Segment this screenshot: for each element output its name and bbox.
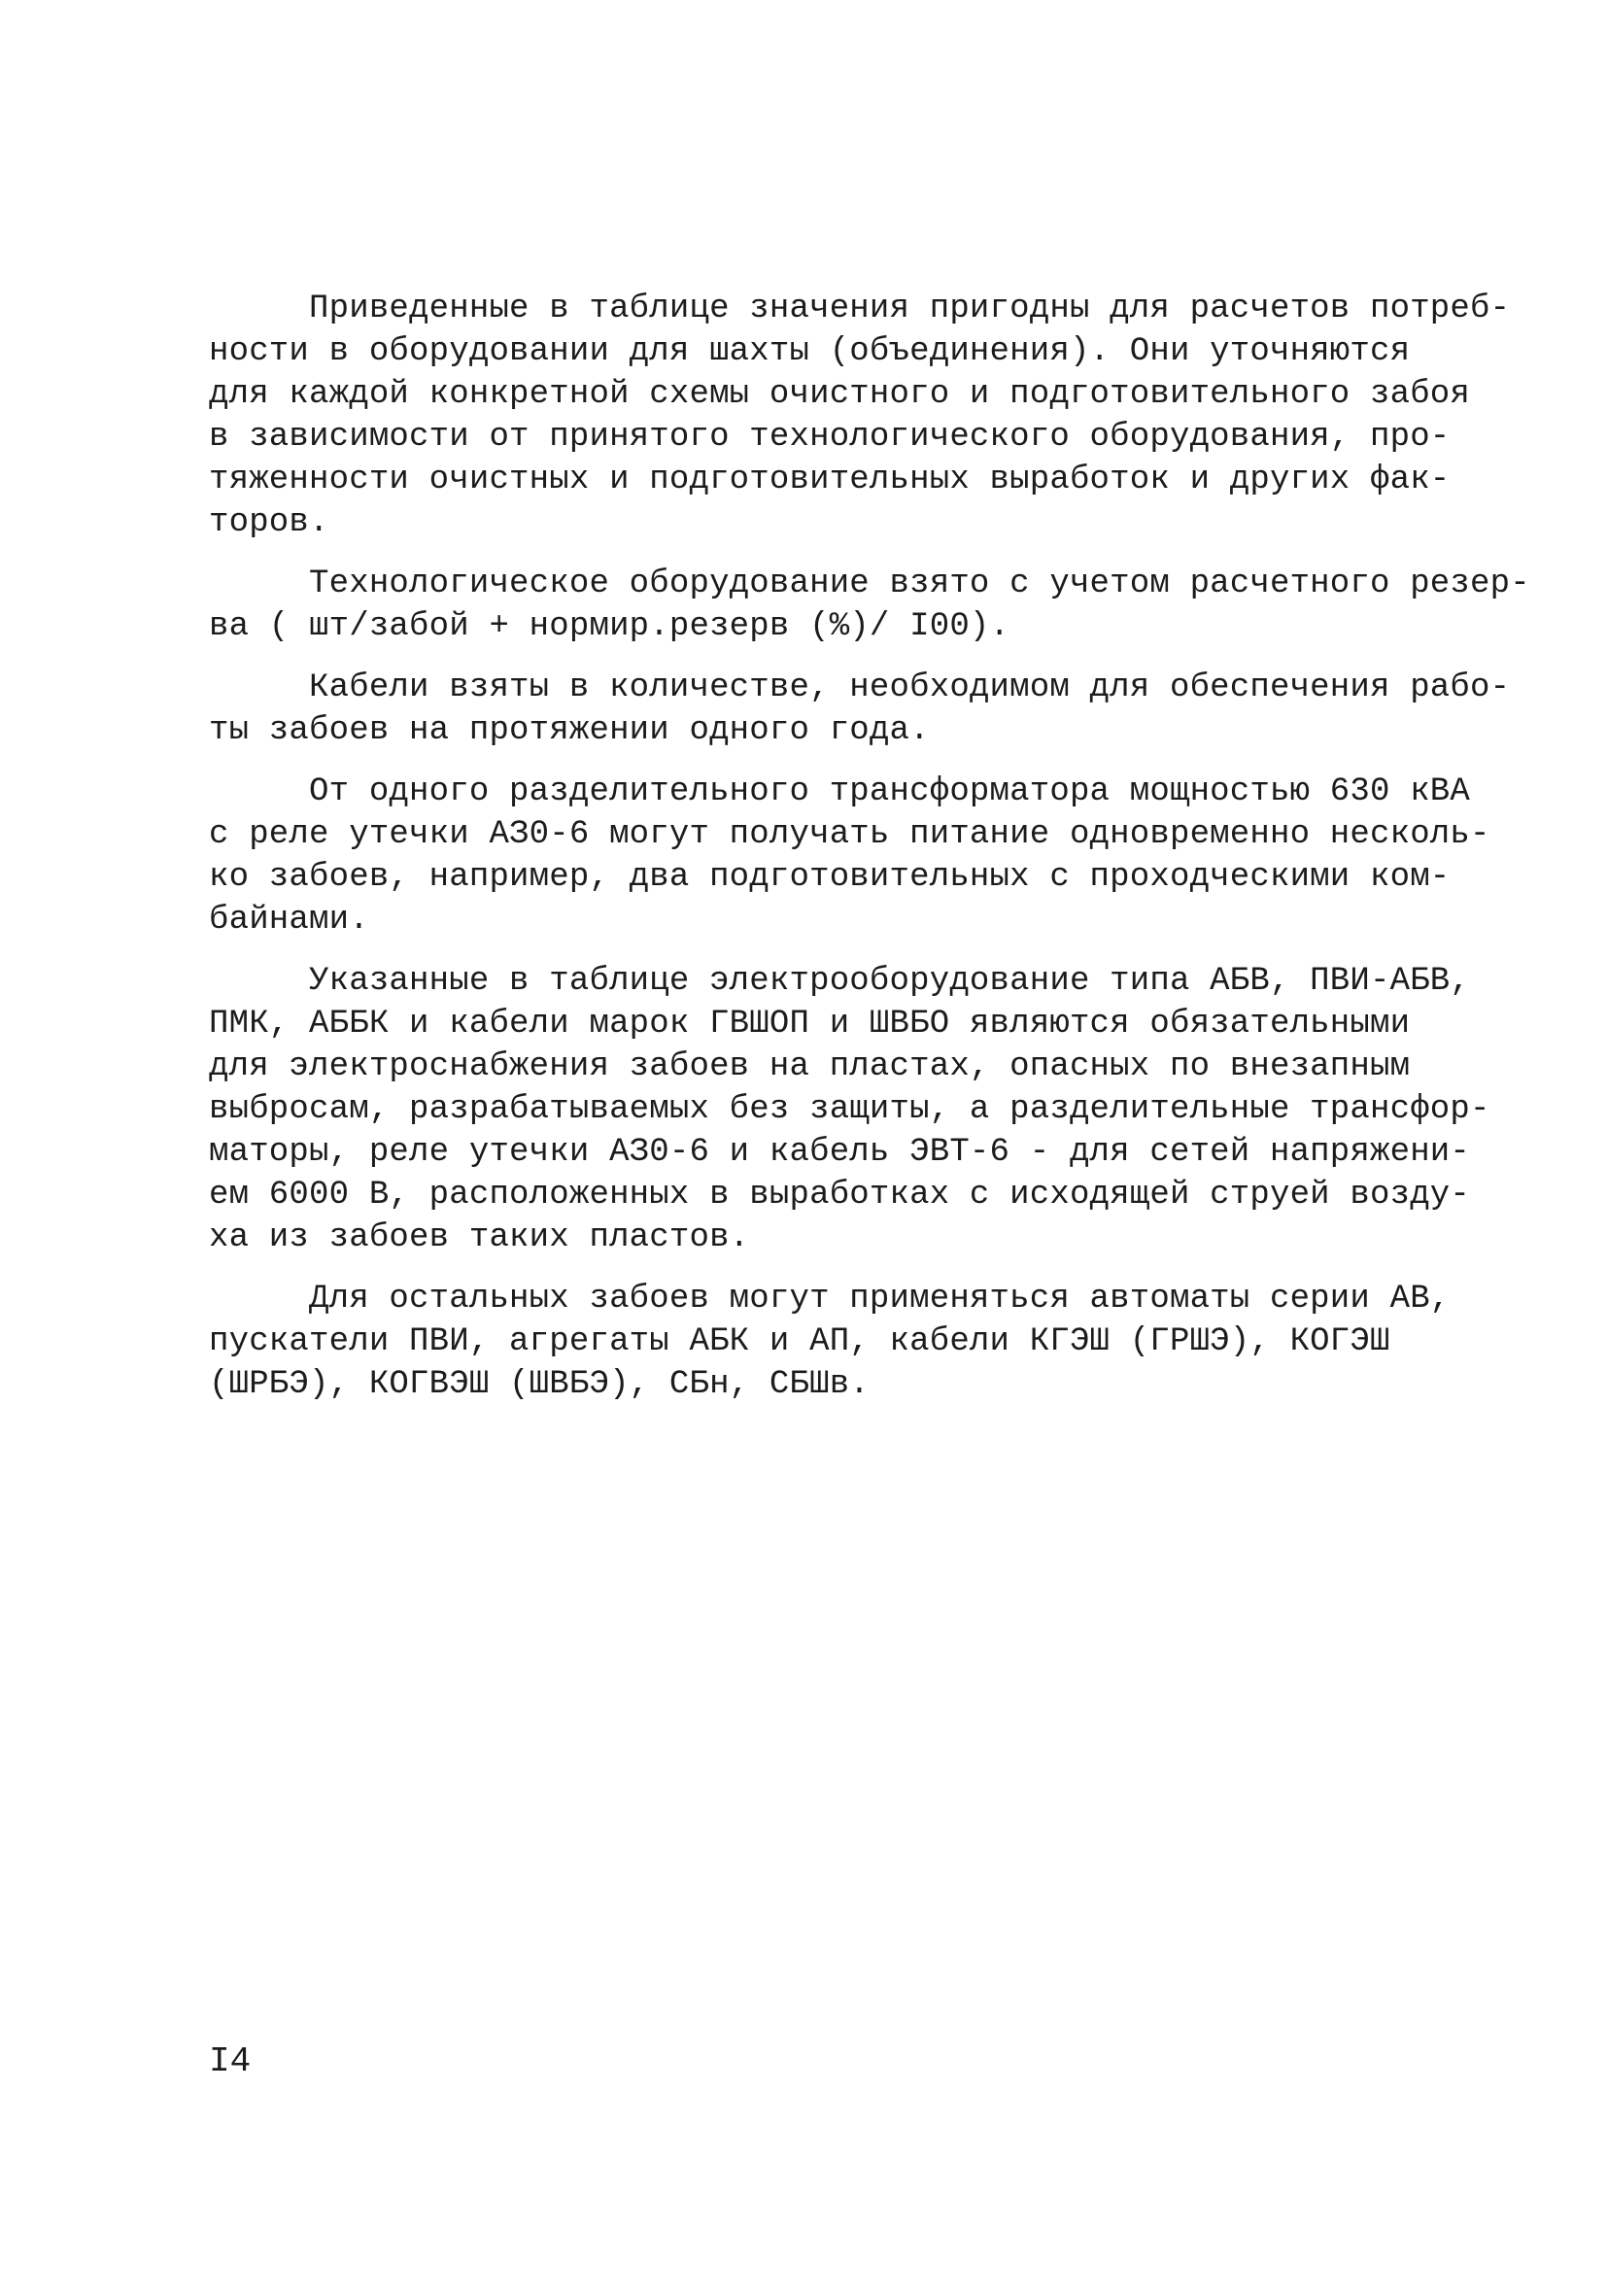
text-line: ко забоев, например, два подготовительных с проходческими ком- [209, 859, 1451, 896]
text-line: в зависимости от принятого технологического оборудования, про- [209, 419, 1451, 456]
text-line: торов. [209, 504, 329, 541]
text-line: Для остальных забоев могут применяться автоматы серии АВ, [209, 1281, 1451, 1318]
page-number: I4 [209, 2041, 252, 2081]
text-line: ПМК, АББК и кабели марок ГВШОП и ШВБО являются обязательными [209, 1006, 1411, 1043]
text-line: От одного разделительного трансформатора мощностью 630 кВА [209, 773, 1471, 810]
text-line: ха из забоев таких пластов. [209, 1219, 750, 1256]
text-line: Приведенные в таблице значения пригодны для расчетов потреб- [209, 291, 1511, 327]
text-line: ности в оборудовании для шахты (объединения). Они уточняются [209, 333, 1411, 370]
text-line: маторы, реле утечки АЗ0-6 и кабель ЭВТ-6 - для сетей напряжени- [209, 1134, 1471, 1171]
text-line: для электроснабжения забоев на пластах, опасных по внезапным [209, 1048, 1411, 1085]
text-line: Указанные в таблице электрооборудование типа АБВ, ПВИ-АБВ, [209, 963, 1471, 1000]
text-line: ты забоев на протяжении одного года. [209, 712, 930, 749]
text-line: тяженности очистных и подготовительных выработок и других фак- [209, 462, 1451, 498]
text-line: (ШРБЭ), КОГВЭШ (ШВБЭ), СБн, СБШв. [209, 1366, 870, 1403]
text-line: ем 6000 В, расположенных в выработках с исходящей струей возду- [209, 1177, 1471, 1214]
text-line: ва ( шт/забой + нормир.резерв (%)/ I00). [209, 608, 1010, 645]
text-line: Кабели взяты в количестве, необходимом для обеспечения рабо- [209, 669, 1511, 706]
text-line: для каждой конкретной схемы очистного и подготовительного забоя [209, 376, 1471, 413]
text-line: Технологическое оборудование взято с учетом расчетного резер- [209, 565, 1530, 602]
text-line: пускатели ПВИ, агрегаты АБК и АП, кабели КГЭШ (ГРШЭ), КОГЭШ [209, 1323, 1390, 1360]
text-line: выбросам, разрабатываемых без защиты, а разделительные трансфор- [209, 1091, 1490, 1128]
text-line: байнами. [209, 902, 369, 939]
text-line: с реле утечки АЗ0-6 могут получать питание одновременно несколь- [209, 816, 1490, 853]
